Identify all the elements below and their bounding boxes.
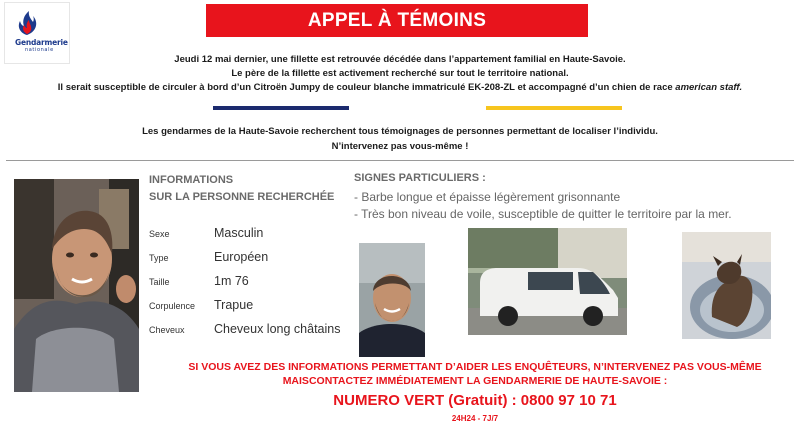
intro-line-3-prefix: Il serait susceptible de circuler à bord d’un Citroën Jumpy de couleur blanche immatriculé EK-208-ZL et accompagné d’un chien de race [57,82,676,93]
dog-photo [682,232,771,339]
phone-number: NUMERO VERT (Gratuit) : 0800 97 10 71 [333,392,617,409]
intro-text [40,53,760,95]
info-title-line-2: SUR LA PERSONNE RECHERCHÉE [149,191,335,203]
portrait-photo [14,179,139,392]
appeal-line-2: N’intervenez pas vous-même ! [331,141,469,152]
signs-item: - Barbe longue et épaisse légèrement grisonnante [354,190,621,204]
intro-line-2: Le père de la fillette est activement recherché sur tout le territoire national. [231,68,569,79]
signs-list [354,189,732,223]
logo-text-line2: nationale [25,47,54,53]
tricolor-yellow [486,106,622,110]
info-label: Corpulence [149,301,196,311]
logo-text-line1: Gendarmerie [15,38,68,47]
page-title-banner: APPEL À TÉMOINS [206,4,588,37]
info-value: Européen [214,250,269,264]
call-to-action [150,360,800,388]
flame-icon [12,9,42,37]
cta-line-2: MAISCONTACTEZ IMMÉDIATEMENT LA GENDARMERIE DE HAUTE-SAVOIE : [282,375,668,387]
signs-item: - Très bon niveau de voile, susceptible de quitter le territoire par la mer. [354,207,732,221]
intro-line-3 [40,81,760,95]
tricolor-blue [213,106,349,110]
info-value: Masculin [214,226,264,240]
tricolor-white [349,106,485,110]
intro-line-1: Jeudi 12 mai dernier, une fillette est retrouvée décédée dans l’appartement familial en Haute-Savoie. [174,54,626,65]
hours-text: 24H24 - 7J/7 [451,414,499,423]
appeal-line-1: Les gendarmes de la Haute-Savoie recherchent tous témoignages de personnes permettant de localiser l’individu. [142,126,658,137]
info-value: Trapue [214,298,254,312]
tricolor-bar [213,106,622,110]
van-photo [468,228,627,335]
info-title-line-1: INFORMATIONS [149,174,234,186]
info-value: 1m 76 [214,274,249,288]
cta-line-1: SI VOUS AVEZ DES INFORMATIONS PERMETTANT D’AIDER LES ENQUÊTEURS, N’INTERVENEZ PAS VOUS-MÊME [188,361,762,373]
info-label: Cheveux [149,325,185,335]
signs-title: SIGNES PARTICULIERS : [354,172,486,184]
info-value: Cheveux long châtains [214,322,341,336]
info-title [149,172,334,206]
section-divider [6,160,794,161]
info-label: Taille [149,277,170,287]
secondary-portrait-photo [359,243,425,357]
appeal-text [40,124,760,154]
intro-line-3-emphasis: american staff. [675,82,743,93]
info-label: Sexe [149,229,170,239]
info-label: Type [149,253,169,263]
